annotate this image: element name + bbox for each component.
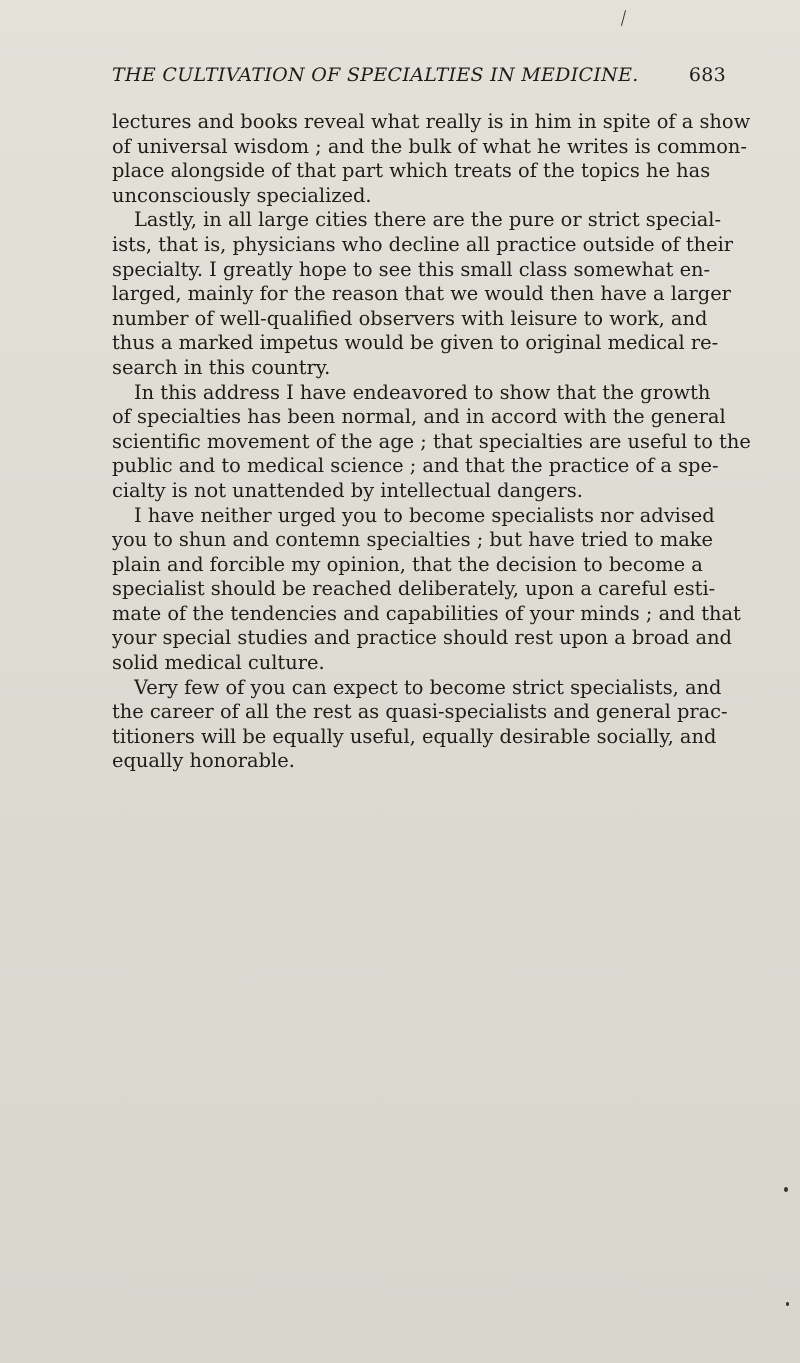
- text-line: titioners will be equally useful, equally desirable socially, and: [112, 724, 717, 748]
- text-line: unconsciously specialized.: [112, 183, 372, 207]
- text-line: specialist should be reached deliberately, upon a careful esti-: [112, 577, 716, 601]
- text-line: public and to medical science ; and that the practice of a spe-: [112, 454, 719, 478]
- body-text: [112, 110, 794, 774]
- paragraph-4: [112, 504, 794, 676]
- paragraph-2: [112, 208, 794, 380]
- text-line: I have neither urged you to become specialists nor advised: [134, 503, 715, 527]
- text-line: your special studies and practice should rest upon a broad and: [112, 626, 732, 650]
- text-line: you to shun and contemn specialties ; but have tried to make: [112, 528, 714, 552]
- text-line: the career of all the rest as quasi-specialists and general prac-: [112, 700, 728, 724]
- text-line: equally honorable.: [112, 749, 295, 773]
- ink-speck: [784, 1187, 788, 1192]
- text-line: plain and forcible my opinion, that the decision to become a: [112, 552, 703, 576]
- ink-speck: [786, 1302, 789, 1306]
- paragraph-5: [112, 676, 794, 774]
- text-line: of universal wisdom ; and the bulk of what he writes is common-: [112, 134, 747, 158]
- text-line: specialty. I greatly hope to see this small class somewhat en-: [112, 257, 711, 281]
- text-line: larged, mainly for the reason that we would then have a larger: [112, 282, 731, 306]
- page-header: [112, 60, 726, 90]
- text-line: scientific movement of the age ; that specialties are useful to the: [112, 429, 751, 453]
- text-line: ists, that is, physicians who decline all practice outside of their: [112, 232, 734, 256]
- paragraph-3: [112, 381, 794, 504]
- text-line: thus a marked impetus would be given to original medical re-: [112, 331, 719, 355]
- text-line: solid medical culture.: [112, 651, 325, 675]
- text-line: lectures and books reveal what really is in him in spite of a show: [112, 110, 751, 133]
- text-line: number of well-qualified observers with leisure to work, and: [112, 306, 708, 330]
- text-line: cialty is not unattended by intellectual dangers.: [112, 478, 583, 502]
- running-title: THE CULTIVATION OF SPECIALTIES IN MEDICINE.: [112, 64, 639, 86]
- text-line: Very few of you can expect to become strict specialists, and: [134, 675, 722, 699]
- page-number: 683: [688, 64, 726, 86]
- text-line: Lastly, in all large cities there are the pure or strict special-: [134, 208, 722, 232]
- text-line: In this address I have endeavored to show that the growth: [134, 380, 711, 404]
- text-line: mate of the tendencies and capabilities of your minds ; and that: [112, 601, 741, 625]
- text-line: of specialties has been normal, and in accord with the general: [112, 405, 726, 429]
- text-line: place alongside of that part which treats of the topics he has: [112, 159, 711, 183]
- paragraph-1: [112, 110, 794, 208]
- text-line: search in this country.: [112, 355, 331, 379]
- margin-mark: [621, 10, 626, 26]
